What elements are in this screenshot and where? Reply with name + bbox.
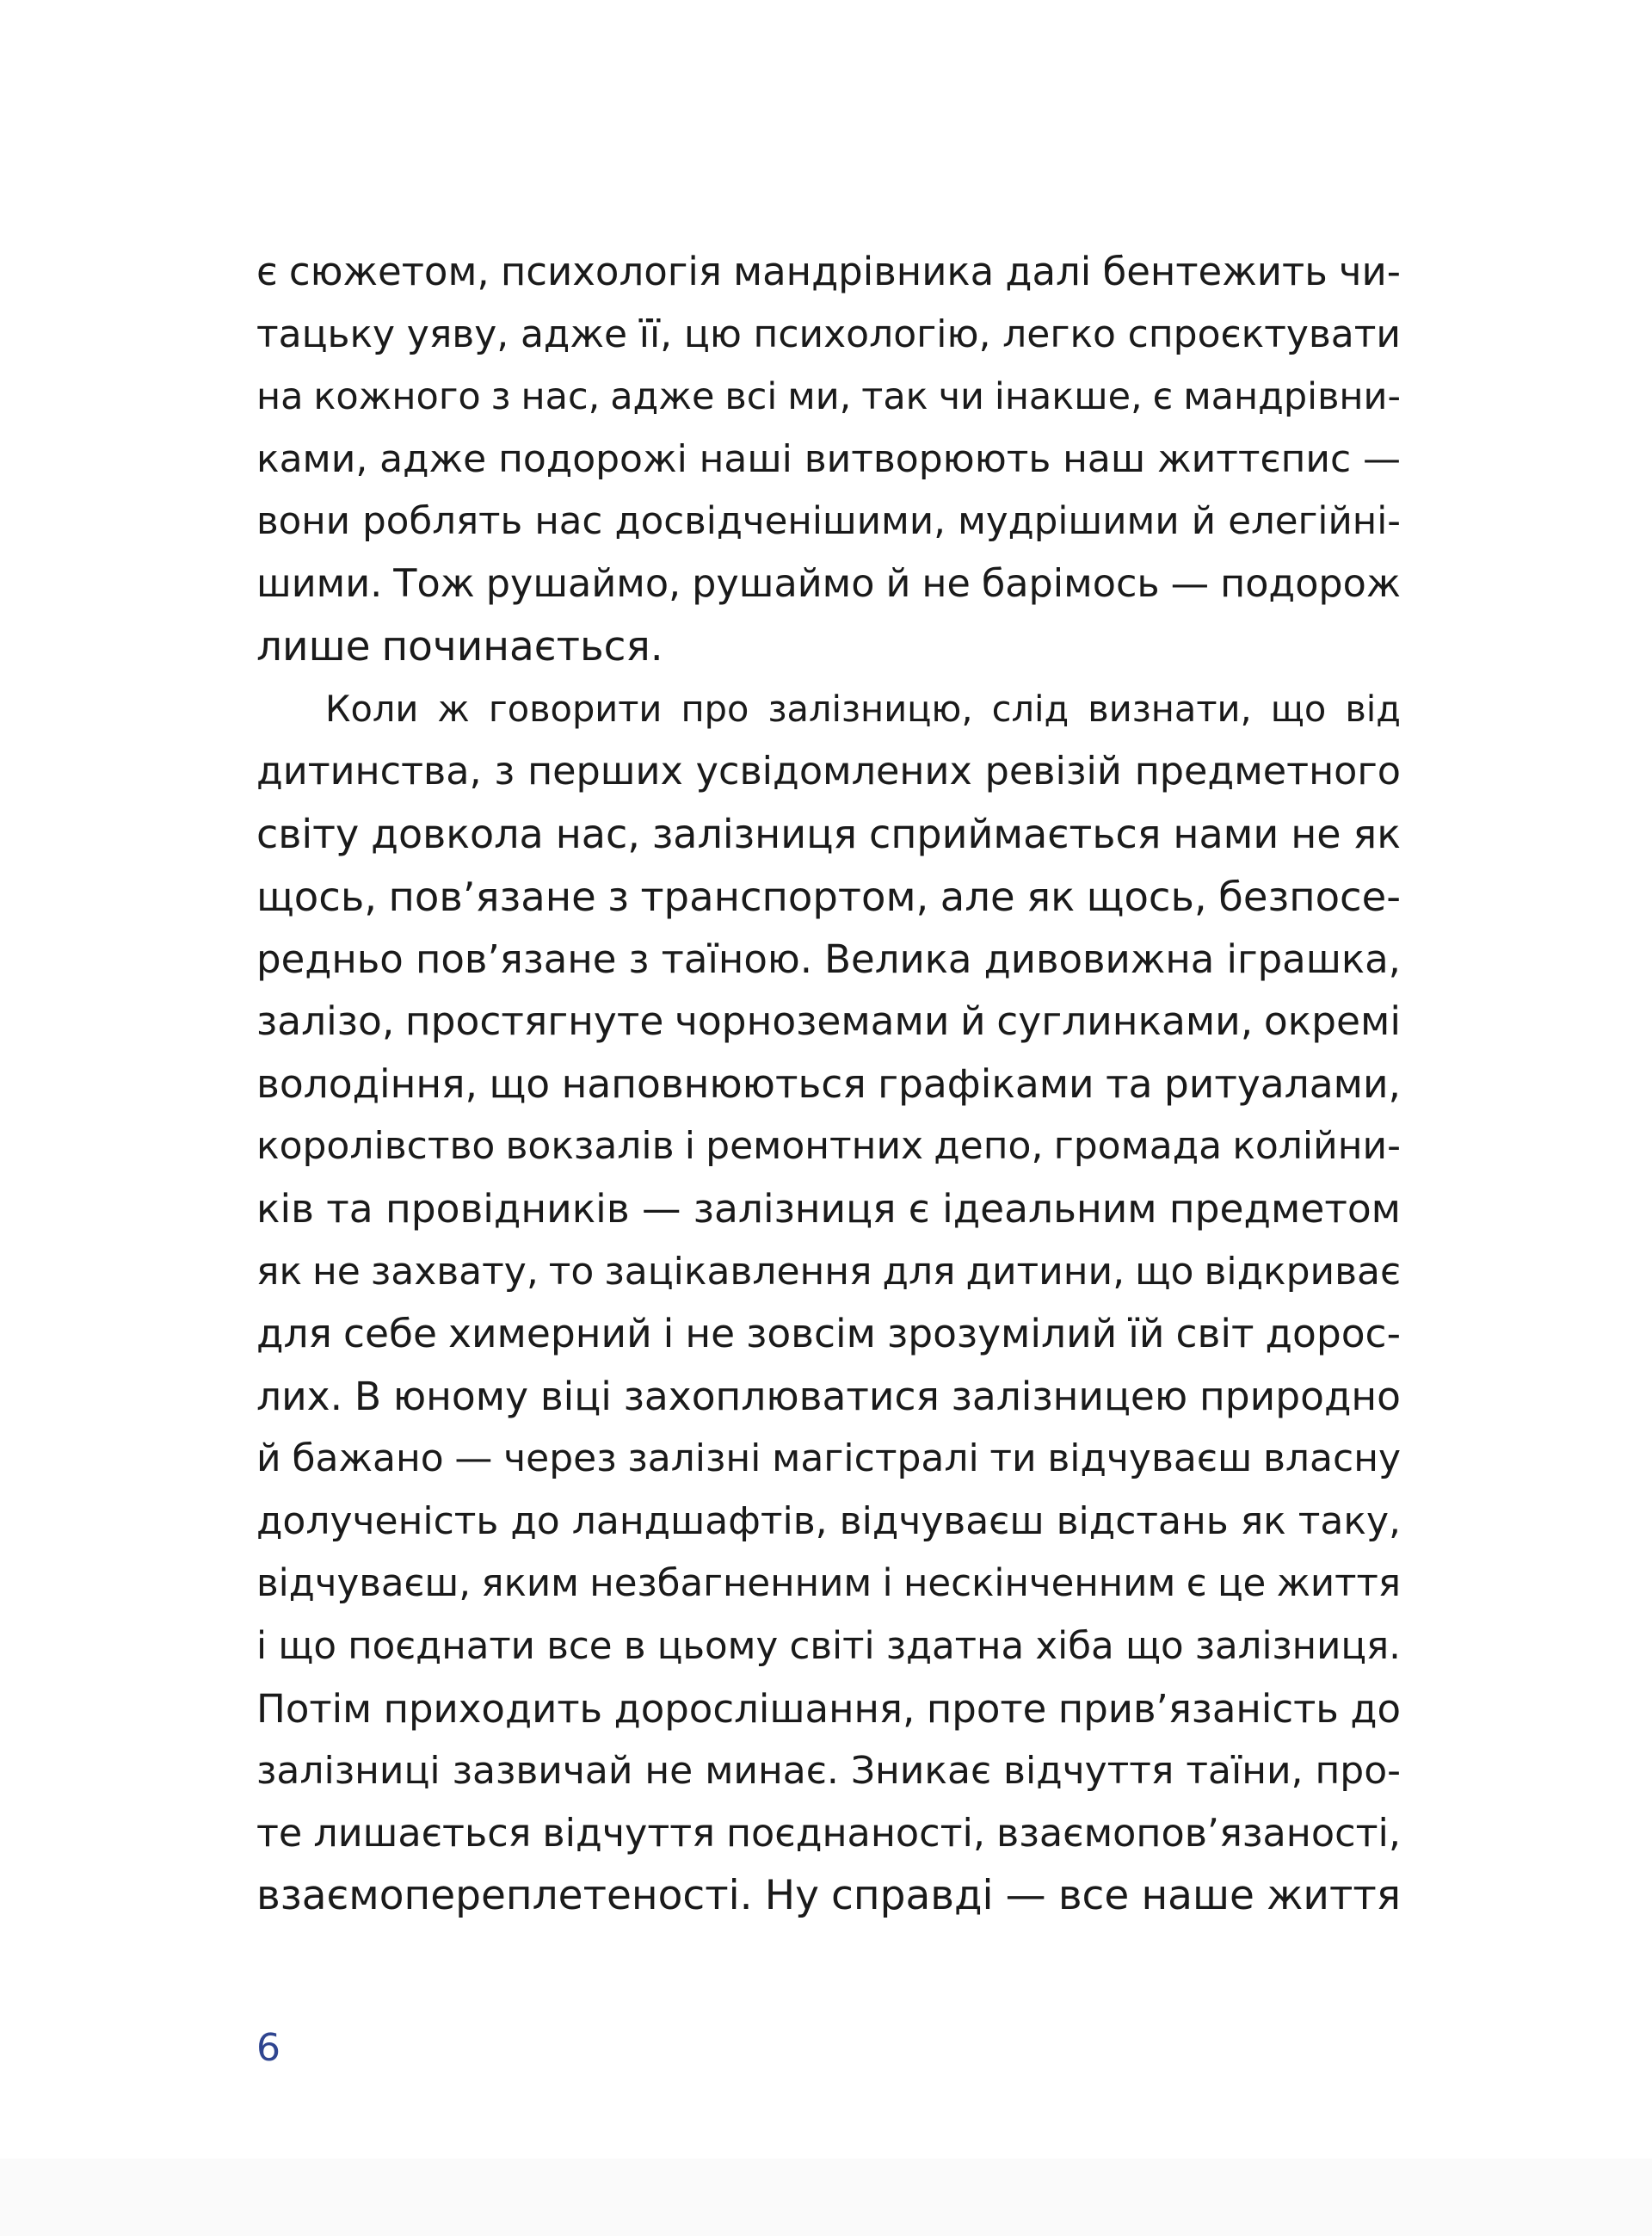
page-bottom-edge	[0, 2159, 1652, 2236]
text-line: королівство вокзалів і ремонтних депо, громада колійни-	[256, 1124, 1401, 1169]
text-line: дитинства, з перших усвідомлених ревізій предметного	[256, 749, 1401, 794]
text-line: лише починається.	[256, 622, 663, 670]
text-line: володіння, що наповнюються графіками та ритуалами,	[256, 1060, 1401, 1107]
text-line: як не захвату, то зацікавлення для дитини, що відкриває	[256, 1249, 1402, 1294]
text-line: для себе химерний і не зовсім зрозумілий їй світ дорос-	[256, 1311, 1401, 1357]
text-line: вони роблять нас досвідченішими, мудрішими й елегійні-	[256, 500, 1401, 544]
text-line: і що поєднати все в цьому світі здатна хіба що залізниця.	[256, 1625, 1401, 1669]
text-line: відчуваєш, яким незбагненним і нескінченним є це життя	[256, 1562, 1401, 1606]
text-line: світу довкола нас, залізниця сприймається нами не як	[256, 811, 1401, 858]
text-line: взаємопереплетеності. Ну справді — все наше життя	[256, 1872, 1401, 1920]
text-line: ками, адже подорожі наші витворюють наш життєпис —	[256, 436, 1401, 481]
page-number: 6	[256, 2026, 280, 2070]
text-line: залізниці зазвичай не минає. Зникає відчуття таїни, про-	[256, 1749, 1401, 1794]
text-line: долученість до ландшафтів, відчуваєш відстань як таку,	[256, 1498, 1401, 1543]
text-line: є сюжетом, психологія мандрівника далі бентежить чи-	[256, 249, 1401, 294]
text-line: ків та провідників — залізниця є ідеальним предметом	[256, 1185, 1401, 1232]
text-line: лих. В юному віці захоплюватися залізницею природно	[256, 1373, 1401, 1419]
text-line: Потім приходить дорослішання, проте прив’язаність до	[256, 1685, 1401, 1732]
text-line: шими. Тож рушаймо, рушаймо й не барімось — подорож	[256, 561, 1401, 606]
paragraph-1	[256, 241, 1401, 678]
text-line: Коли ж говорити про залізницю, слід визнати, що від	[325, 688, 1401, 731]
paragraph-2	[256, 678, 1401, 1928]
text-line: залізо, простягнуте чорноземами й суглинками, окремі	[256, 998, 1401, 1045]
text-line: те лишається відчуття поєднаності, взаємопов’язаності,	[256, 1811, 1401, 1856]
text-line: й бажано — через залізні магістралі ти відчуваєш власну	[256, 1436, 1401, 1481]
body-text	[256, 241, 1401, 1928]
text-line: тацьку уяву, адже її, цю психологію, легко спроєктувати	[256, 312, 1401, 356]
text-line: редньо пов’язане з таїною. Велика дивовижна іграшка,	[256, 936, 1401, 982]
text-line: на кожного з нас, адже всі ми, так чи інакше, є мандрівни-	[256, 375, 1401, 419]
text-line: щось, пов’язане з транспортом, але як щось, безпосе-	[256, 873, 1401, 920]
